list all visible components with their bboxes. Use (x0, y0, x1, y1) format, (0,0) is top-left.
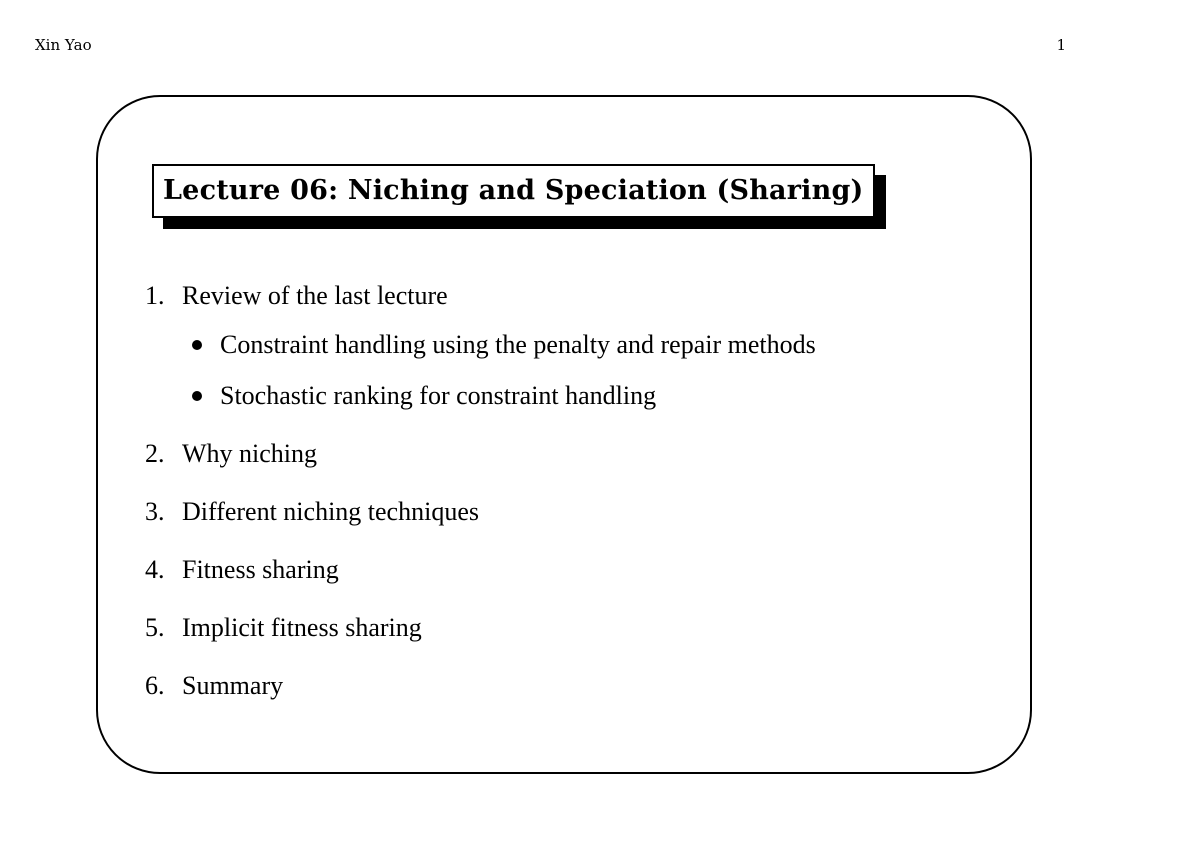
outline-item-5 (145, 612, 995, 644)
slide-title: Lecture 06: Niching and Speciation (Sharing) (163, 175, 864, 206)
outline-subitem-2 (192, 380, 995, 412)
bullet-icon (192, 391, 202, 401)
header-author: Xin Yao (35, 36, 92, 54)
outline-item-1 (145, 280, 995, 412)
outline-item-label: Fitness sharing (182, 555, 339, 584)
outline-item-number: 6. (145, 671, 165, 700)
outline-item-number: 2. (145, 439, 165, 468)
outline-item-4 (145, 554, 995, 586)
outline-subitem-1 (192, 329, 995, 361)
outline-item-6 (145, 670, 995, 702)
page-number: 1 (1056, 36, 1066, 54)
outline-item-number: 3. (145, 497, 165, 526)
outline-subitem-label: Constraint handling using the penalty and repair methods (220, 330, 816, 359)
outline-item-3 (145, 496, 995, 528)
outline-item-label: Why niching (182, 439, 318, 468)
outline-item-label: Summary (182, 671, 284, 700)
outline-item-2 (145, 438, 995, 470)
outline-sub-list (145, 329, 995, 412)
outline-item-number: 4. (145, 555, 165, 584)
outline-item-label: Different niching techniques (182, 497, 479, 526)
outline-item-label: Review of the last lecture (182, 281, 448, 310)
outline-item-label: Implicit fitness sharing (182, 613, 422, 642)
outline-list (145, 280, 995, 728)
outline-item-number: 1. (145, 281, 165, 310)
bullet-icon (192, 340, 202, 350)
slide-title-box (152, 164, 875, 218)
outline-subitem-label: Stochastic ranking for constraint handling (220, 381, 657, 410)
outline-item-number: 5. (145, 613, 165, 642)
